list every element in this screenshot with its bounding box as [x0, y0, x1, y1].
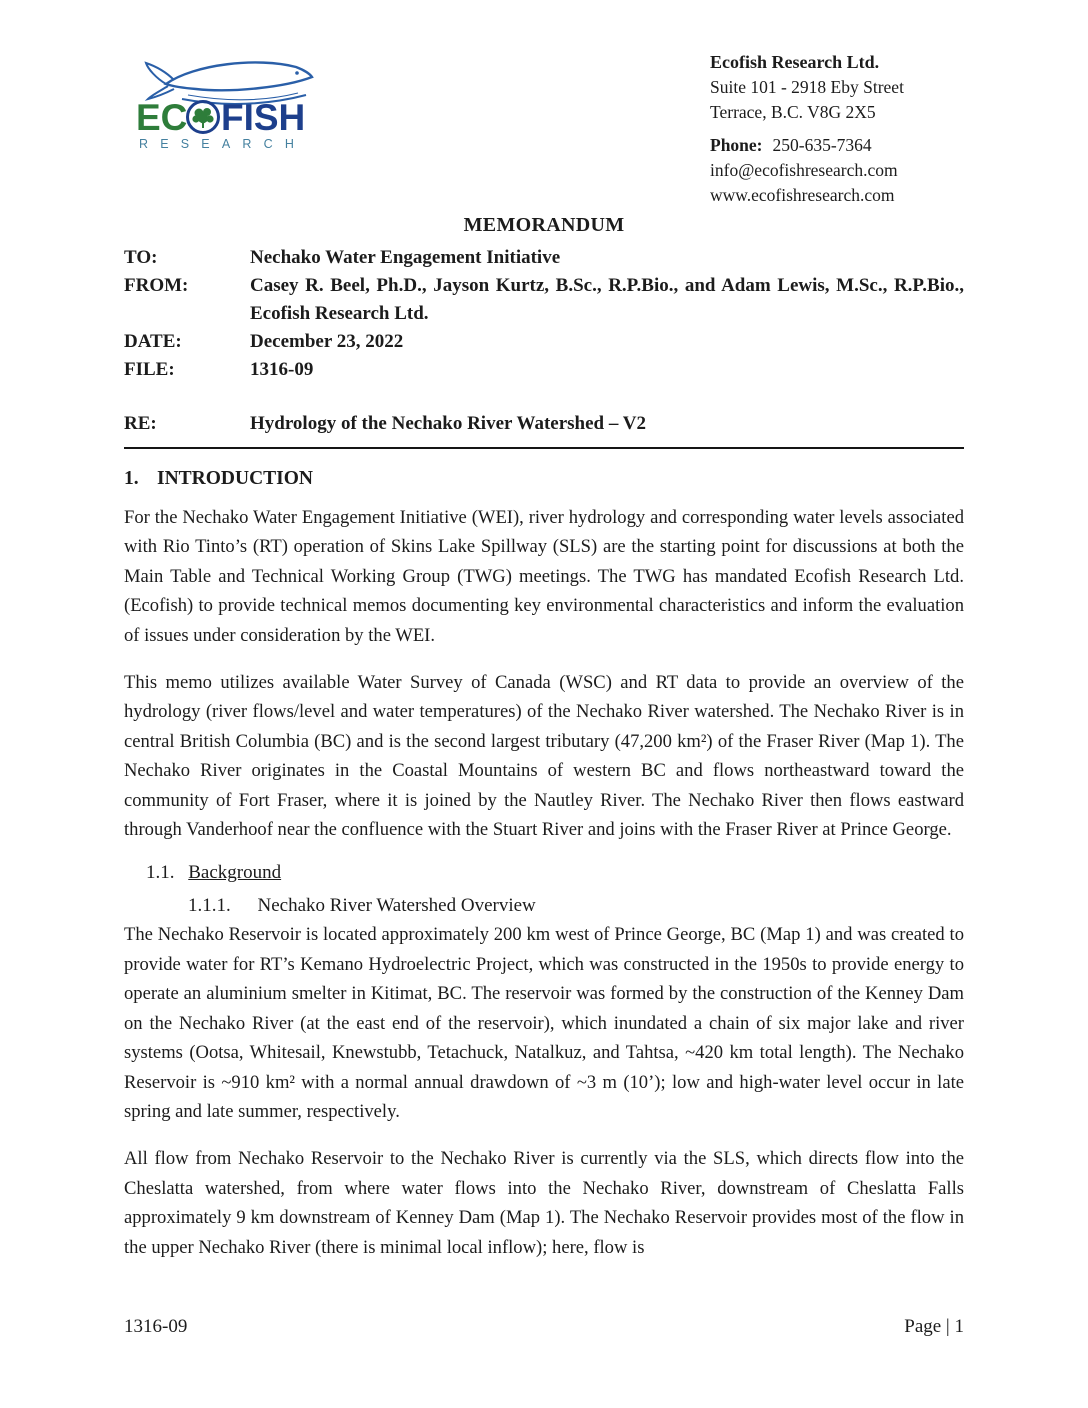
- email-address: info@ecofishresearch.com: [710, 160, 898, 180]
- section-1-1-1-number: 1.1.1.: [188, 895, 231, 917]
- background-paragraph-1: The Nechako Reservoir is located approximately 200 km west of Prince George, BC (Map 1) and was created to provide water for RT’s Kemano Hydroelectric Project, which was constructed in the 1950s to provide energy to operate an aluminium smelter in Kitimat, BC. The reservoir was formed by the construction of the Kenney Dam on the Nechako River (at the east end of the reservoir), which inundated a chain of six major lake and river systems (Ootsa, Whitesail, Knewstubb, Tetachuck, Natalkuz, and Tahtsa, ~420 km total length). The Nechako Reservoir is ~910 km² with a normal annual drawdown of ~3 m (10’); low and high-water level occur in late spring and late summer, respectively.: [124, 924, 964, 1122]
- intro-paragraph-1: For the Nechako Water Engagement Initiative (WEI), river hydrology and corresponding water levels associated with Rio Tinto’s (RT) operation of Skins Lake Spillway (SLS) are the starting point for discussions at both the Main Table and Technical Working Group (TWG) meetings. The TWG has mandated Ecofish Research Ltd. (Ecofish) to provide technical memos documenting key environmental characteristics and inform the evaluation of issues under consideration by the WEI.: [124, 507, 964, 646]
- address-line-1: Suite 101 - 2918 Eby Street: [710, 77, 904, 97]
- memo-title: MEMORANDUM: [463, 214, 625, 236]
- field-to: [124, 244, 964, 272]
- field-from: [124, 272, 964, 328]
- section-1-number: 1.: [124, 468, 139, 489]
- header-divider: [124, 447, 964, 449]
- section-1-heading: [124, 468, 964, 490]
- field-re-value: Hydrology of the Nechako River Watershed – V2: [250, 413, 647, 434]
- footer-file-number: 1316-09: [124, 1316, 188, 1337]
- company-name: Ecofish Research Ltd.: [710, 52, 880, 72]
- phone-label: Phone:: [710, 135, 763, 155]
- section-1-1-1-heading: [188, 895, 964, 917]
- field-date-label: DATE:: [124, 331, 182, 352]
- field-from-label: FROM:: [124, 275, 189, 296]
- field-to-label: TO:: [124, 247, 158, 268]
- section-1-title: INTRODUCTION: [157, 468, 314, 489]
- logo-subtitle: RESEARCH: [139, 137, 307, 150]
- phone-number: 250-635-7364: [772, 135, 872, 155]
- section-1-1-title: Background: [188, 862, 282, 884]
- field-file-value: 1316-09: [250, 359, 314, 380]
- ecofish-logo-graphic: [136, 54, 346, 150]
- intro-paragraph-2: This memo utilizes available Water Survey of Canada (WSC) and RT data to provide an overview of the hydrology (river flows/level and water temperatures) of the Nechako River watershed. The Nechako River is in central British Columbia (BC) and is the second largest tributary (47,200 km²) of the Fraser River (Map 1). The Nechako River originates in the Coastal Mountains of western BC and flows northeastward toward the community of Fort Fraser, where it is joined by the Nautley River. The Nechako River then flows eastward through Vanderhoof near the confluence with the Stuart River and joins with the Fraser River at Prince George.: [124, 672, 964, 841]
- address-line-2: Terrace, B.C. V8G 2X5: [710, 102, 876, 122]
- field-re: [124, 410, 964, 438]
- page-header: [124, 50, 964, 208]
- website-address: www.ecofishresearch.com: [710, 185, 895, 205]
- background-paragraph-2: All flow from Nechako Reservoir to the Nechako River is currently via the SLS, which directs flow into the Cheslatta watershed, from where water flows into the Nechako River, downstream of Cheslatta Falls approximately 9 km downstream of Kenney Dam (Map 1). The Nechako Reservoir provides most of the flow in the upper Nechako River (there is minimal local inflow); here, flow is: [124, 1148, 964, 1258]
- section-1-1-heading: [146, 862, 964, 884]
- field-date-value: December 23, 2022: [250, 331, 404, 352]
- page-footer: [124, 1316, 964, 1338]
- section-1-1-1-title: Nechako River Watershed Overview: [257, 895, 536, 917]
- logo-wordmark-ec: EC: [136, 97, 188, 138]
- field-from-value: Casey R. Beel, Ph.D., Jayson Kurtz, B.Sc., R.P.Bio., and Adam Lewis, M.Sc., R.P.Bio., Ecofish Research Ltd.: [250, 275, 964, 324]
- field-date: [124, 328, 964, 356]
- logo-wordmark-fish: FISH: [221, 97, 306, 138]
- contact-block: [710, 50, 964, 208]
- ecofish-logo: [136, 50, 346, 155]
- memo-fields: [124, 244, 964, 438]
- section-1-1-number: 1.1.: [146, 862, 175, 884]
- field-re-label: RE:: [124, 413, 157, 434]
- field-to-value: Nechako Water Engagement Initiative: [250, 247, 561, 268]
- phone-row: [710, 133, 964, 158]
- tree-icon: [192, 108, 213, 128]
- footer-page-number: Page | 1: [904, 1316, 964, 1337]
- field-file: [124, 356, 964, 384]
- field-file-label: FILE:: [124, 359, 175, 380]
